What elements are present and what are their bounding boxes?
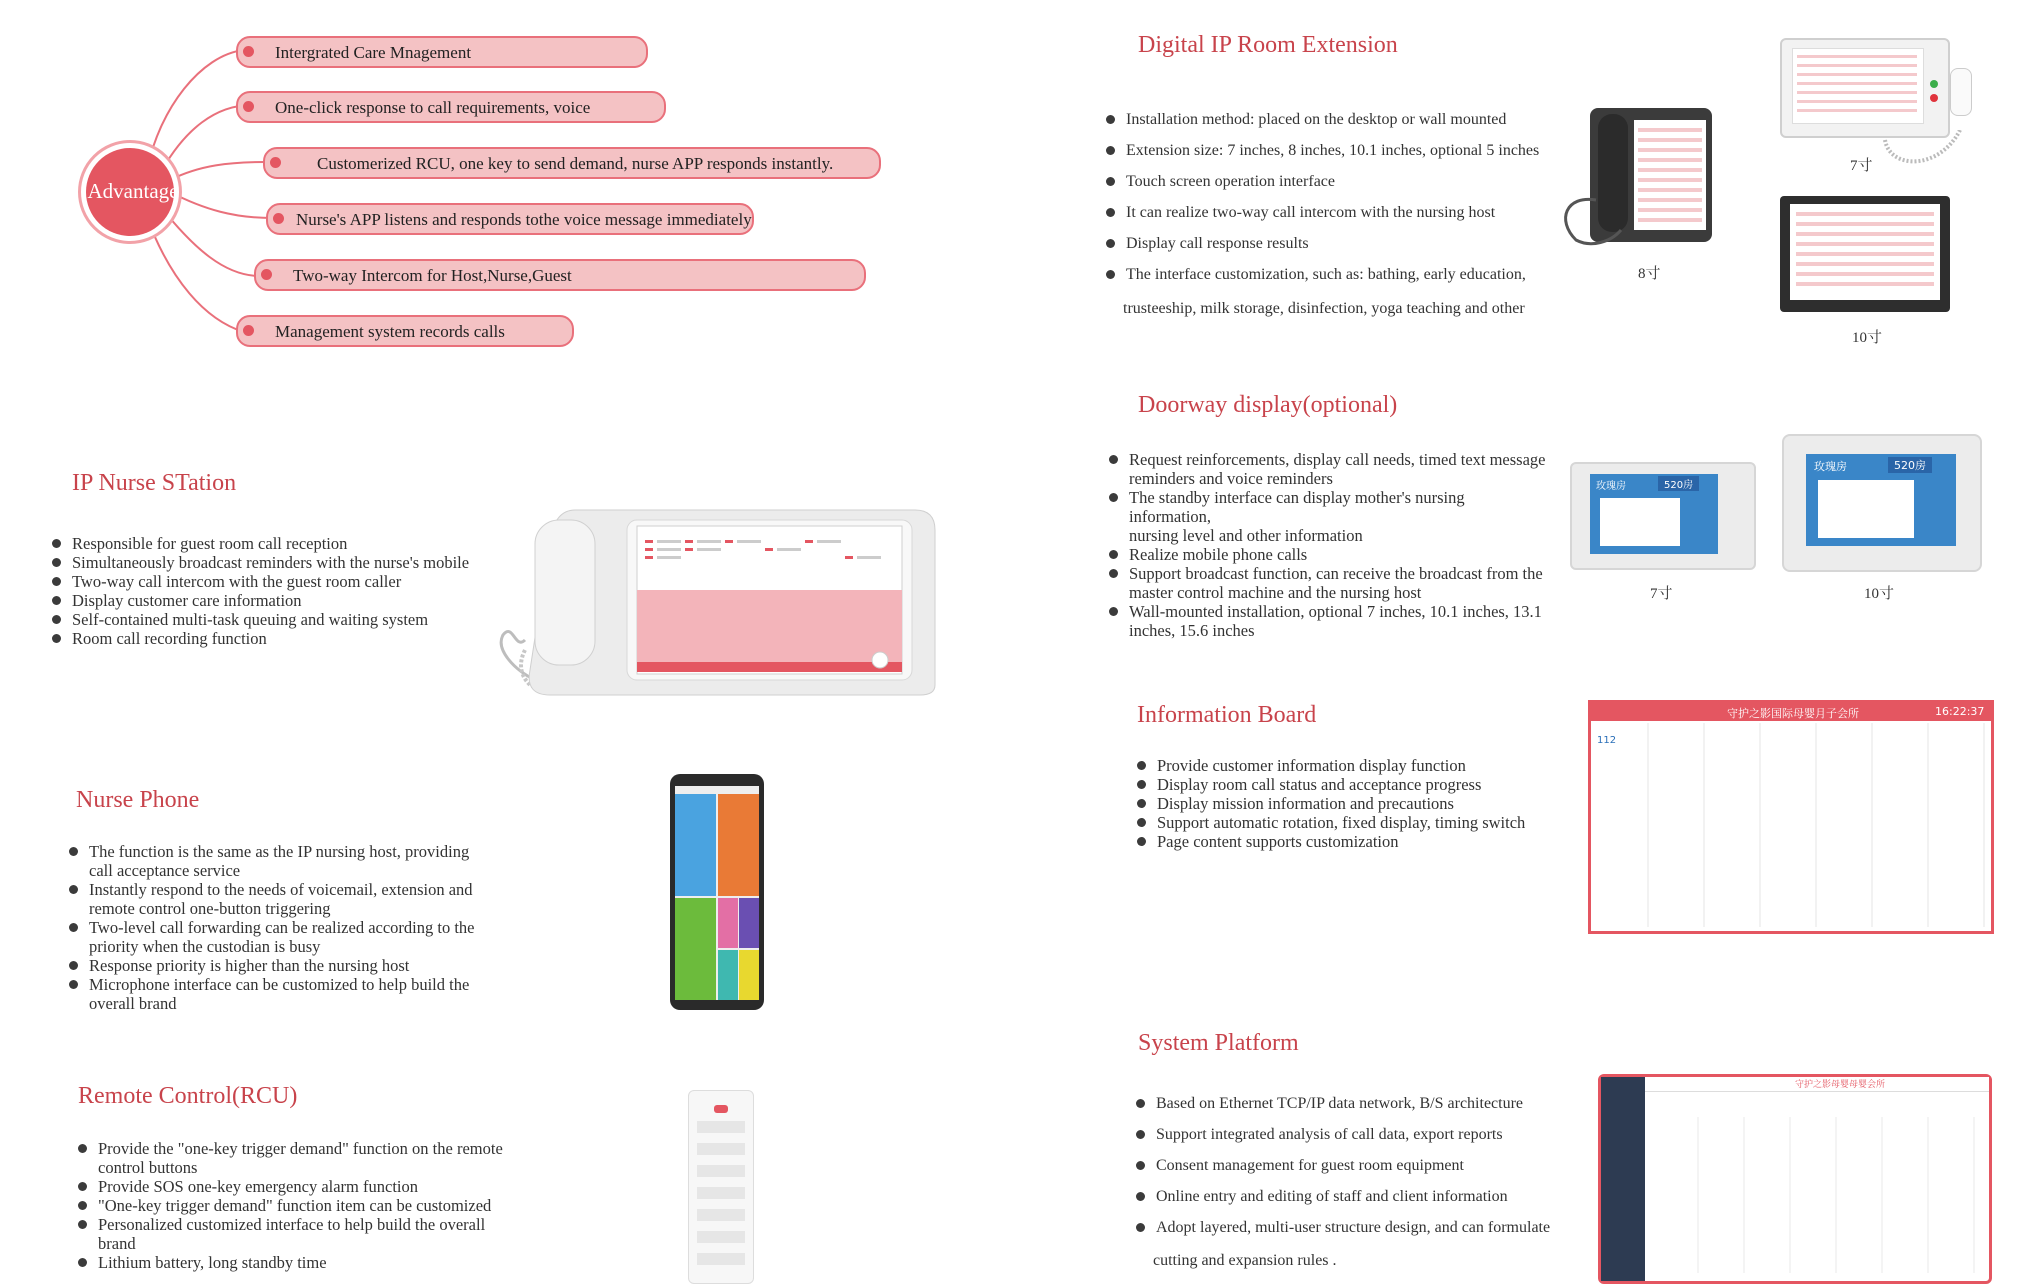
advantage-circle [78, 140, 182, 244]
remote-control-image [688, 1090, 754, 1284]
system-platform-title: System Platform [1138, 1030, 1299, 1056]
list-item: Touch screen operation interface [1104, 172, 1544, 192]
remote-control-list [76, 1139, 516, 1272]
list-item: Lithium battery, long standby time [76, 1253, 516, 1272]
list-item: Page content supports customization [1135, 832, 1575, 851]
bullet-dot [243, 46, 254, 57]
advantage-item: Intergrated Care Mnagement [236, 36, 648, 68]
nurse-phone-image [670, 774, 764, 1010]
list-item: "One-key trigger demand" function item can be customized [76, 1196, 516, 1215]
list-item: Display customer care information [50, 591, 510, 610]
room-extension-list [1104, 110, 1544, 296]
list-item: Adopt layered, multi-user structure design, and can formulate [1134, 1218, 1574, 1238]
list-item: Provide the "one-key trigger demand" function on the remote control buttons [76, 1139, 516, 1177]
caption-8inch: 8寸 [1638, 266, 1661, 282]
caption-doorway-10inch: 10寸 [1864, 586, 1895, 602]
advantage-item: Nurse's APP listens and responds tothe voice message immediately [266, 203, 754, 235]
extension-7inch-image [1780, 38, 1950, 138]
caption-10inch: 10寸 [1852, 330, 1883, 346]
list-item: The standby interface can display mother's nursing information, nursing level and other information [1107, 488, 1547, 545]
list-item: Support broadcast function, can receive the broadcast from the master control machine and the nursing host [1107, 564, 1547, 602]
advantage-item: Management system records calls [236, 315, 574, 347]
nurse-phone-title: Nurse Phone [76, 787, 200, 813]
list-item: Room call recording function [50, 629, 510, 648]
advantage-item: One-click response to call requirements, voice [236, 91, 666, 123]
nurse-station-drawing [495, 500, 940, 700]
room-extension-title: Digital IP Room Extension [1138, 32, 1398, 58]
bullet-dot [273, 213, 284, 224]
list-item: Realize mobile phone calls [1107, 545, 1547, 564]
list-item: Two-way call intercom with the guest room caller [50, 572, 510, 591]
nurse-phone-list [67, 842, 507, 1013]
information-board-list [1135, 756, 1575, 851]
pendant-cord [1880, 130, 1980, 180]
list-item: Self-contained multi-task queuing and waiting system [50, 610, 510, 629]
doorway-display-list [1107, 450, 1547, 640]
information-board-image: 守护之影国际母婴月子会所 16:22:37 112 [1588, 700, 1994, 934]
list-item: Extension size: 7 inches, 8 inches, 10.1 inches, optional 5 inches [1104, 141, 1544, 161]
list-item: Support automatic rotation, fixed display, timing switch [1135, 813, 1575, 832]
extension-10inch-image [1780, 196, 1950, 312]
list-item: Display room call status and acceptance progress [1135, 775, 1575, 794]
list-item: The interface customization, such as: bathing, early education, [1104, 265, 1544, 285]
advantage-label: Advantage [87, 179, 179, 203]
list-item: Response priority is higher than the nursing host [67, 956, 507, 975]
list-item: Personalized customized interface to help build the overall brand [76, 1215, 516, 1253]
list-item: Based on Ethernet TCP/IP data network, B/S architecture [1134, 1094, 1574, 1114]
system-platform-image: 守护之影母婴母婴会所 [1598, 1074, 1992, 1284]
list-item: Responsible for guest room call reception [50, 534, 510, 553]
doorway-10inch-image: 玫瑰房 520房 [1782, 434, 1982, 572]
list-item: Request reinforcements, display call needs, timed text message reminders and voice reminders [1107, 450, 1547, 488]
list-item: Instantly respond to the needs of voicemail, extension and remote control one-button triggering [67, 880, 507, 918]
caption-7inch: 7寸 [1850, 158, 1873, 174]
list-item: It can realize two-way call intercom with the nursing host [1104, 203, 1544, 223]
information-board-title: Information Board [1137, 702, 1317, 728]
remote-control-title: Remote Control(RCU) [78, 1083, 298, 1109]
list-item: Provide customer information display function [1135, 756, 1575, 775]
bullet-dot [270, 157, 281, 168]
list-item: Online entry and editing of staff and client information [1134, 1187, 1574, 1207]
doorway-7inch-image: 玫瑰房 520房 [1570, 462, 1756, 570]
list-item: Installation method: placed on the desktop or wall mounted [1104, 110, 1544, 130]
nurse-pendant-image [1950, 68, 1972, 116]
bullet-dot [243, 325, 254, 336]
phone-cord [1556, 190, 1626, 250]
list-item: The function is the same as the IP nursing host, providing call acceptance service [67, 842, 507, 880]
list-item: Two-level call forwarding can be realized according to the priority when the custodian is busy [67, 918, 507, 956]
ip-nurse-station-title: IP Nurse STation [72, 470, 237, 496]
list-item: Consent management for guest room equipment [1134, 1156, 1574, 1176]
list-item: Support integrated analysis of call data, export reports [1134, 1125, 1574, 1145]
list-item: Display mission information and precautions [1135, 794, 1575, 813]
list-item: Wall-mounted installation, optional 7 inches, 10.1 inches, 13.1 inches, 15.6 inches [1107, 602, 1547, 640]
system-platform-list [1134, 1094, 1574, 1249]
list-item: Display call response results [1104, 234, 1544, 254]
list-item: Simultaneously broadcast reminders with the nurse's mobile [50, 553, 510, 572]
doorway-display-title: Doorway display(optional) [1138, 392, 1398, 418]
room-extension-continuation: trusteeship, milk storage, disinfection, yoga teaching and other [1123, 300, 1525, 317]
advantage-mindmap [0, 0, 900, 360]
nurse-station-device-image [495, 500, 940, 700]
advantage-item: Two-way Intercom for Host,Nurse,Guest [254, 259, 866, 291]
bullet-dot [261, 269, 272, 280]
caption-doorway-7inch: 7寸 [1650, 586, 1673, 602]
list-item: Provide SOS one-key emergency alarm function [76, 1177, 516, 1196]
bullet-dot [243, 101, 254, 112]
advantage-item: Customerized RCU, one key to send demand, nurse APP responds instantly. [263, 147, 881, 179]
list-item: Microphone interface can be customized to help build the overall brand [67, 975, 507, 1013]
ip-nurse-station-list [50, 534, 510, 648]
system-platform-continuation: cutting and expansion rules . [1153, 1252, 1337, 1269]
